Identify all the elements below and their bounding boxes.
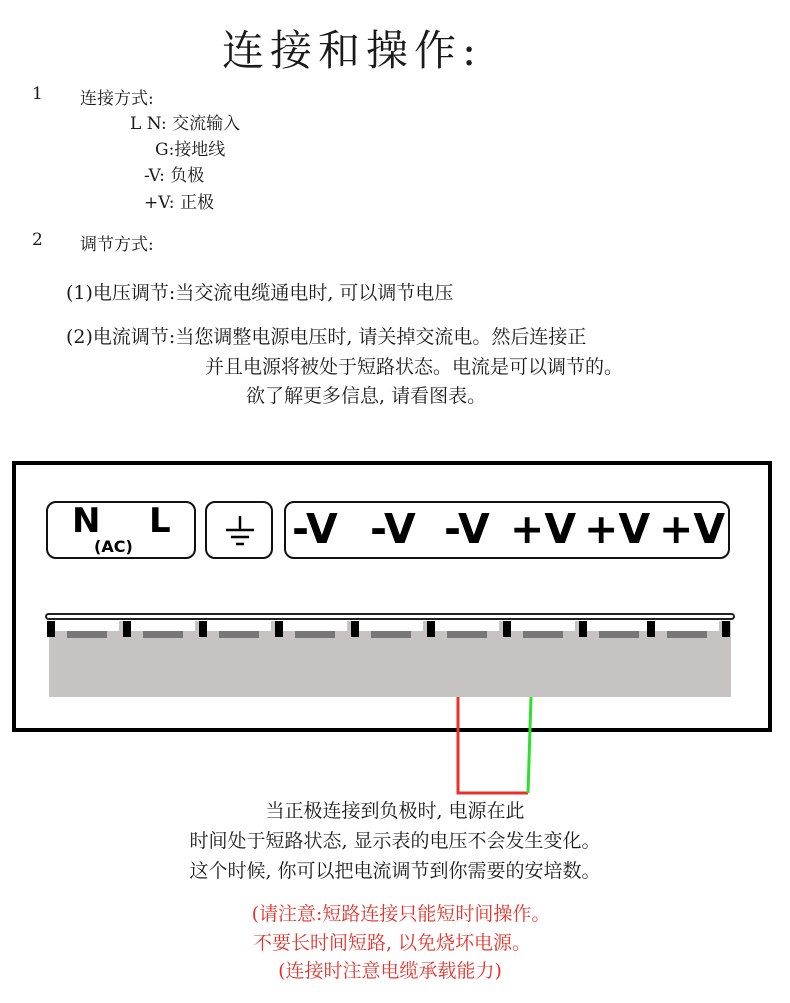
page-title: 连接和操作: xyxy=(222,26,483,75)
current-adjust-text-2: 并且电源将被处于短路状态。电流是可以调节的。 xyxy=(205,356,624,378)
output-label: +V xyxy=(510,505,577,553)
output-label: -V xyxy=(370,505,416,553)
ac-l-label: L xyxy=(149,501,171,541)
output-label: -V xyxy=(292,505,338,553)
output-label: +V xyxy=(584,505,651,553)
conn-desc: 接地线 xyxy=(174,140,226,160)
note-line-3: 这个时候, 你可以把电流调节到你需要的安培数。 xyxy=(189,860,601,882)
conn-desc: 负极 xyxy=(170,166,205,186)
ac-sub-label: (AC) xyxy=(94,537,133,556)
conn-key: +V: xyxy=(144,193,175,213)
output-label: -V xyxy=(444,505,490,553)
conn-desc: 交流输入 xyxy=(172,114,241,134)
section2-number: 2 xyxy=(32,230,43,250)
conn-key: G: xyxy=(155,140,175,160)
current-adjust-text: (2)电流调节:当您调整电源电压时, 请关掉交流电。然后连接正 xyxy=(66,326,587,348)
section2-heading: 调节方式: xyxy=(80,235,154,255)
note-line-2: 时间处于短路状态, 显示表的电压不会发生变化。 xyxy=(189,830,601,852)
warning-line-1: (请注意:短路连接只能短时间操作。 xyxy=(251,903,551,925)
warning-line-2: 不要长时间短路, 以免烧坏电源。 xyxy=(252,932,532,954)
conn-key: L N: xyxy=(130,114,167,134)
ac-n-label: N xyxy=(72,501,101,541)
conn-desc: 正极 xyxy=(179,193,214,213)
voltage-adjust-text: (1)电压调节:当交流电缆通电时, 可以调节电压 xyxy=(66,282,454,304)
note-line-1: 当正极连接到负极时, 电源在此 xyxy=(265,800,525,822)
current-adjust-text-3: 欲了解更多信息, 请看图表。 xyxy=(246,385,487,407)
section1-heading: 连接方式: xyxy=(80,89,154,109)
conn-key: -V: xyxy=(144,166,165,186)
section1-number: 1 xyxy=(32,84,43,104)
warning-line-3: (连接时注意电缆承载能力) xyxy=(278,960,502,982)
output-label: +V xyxy=(659,505,726,553)
